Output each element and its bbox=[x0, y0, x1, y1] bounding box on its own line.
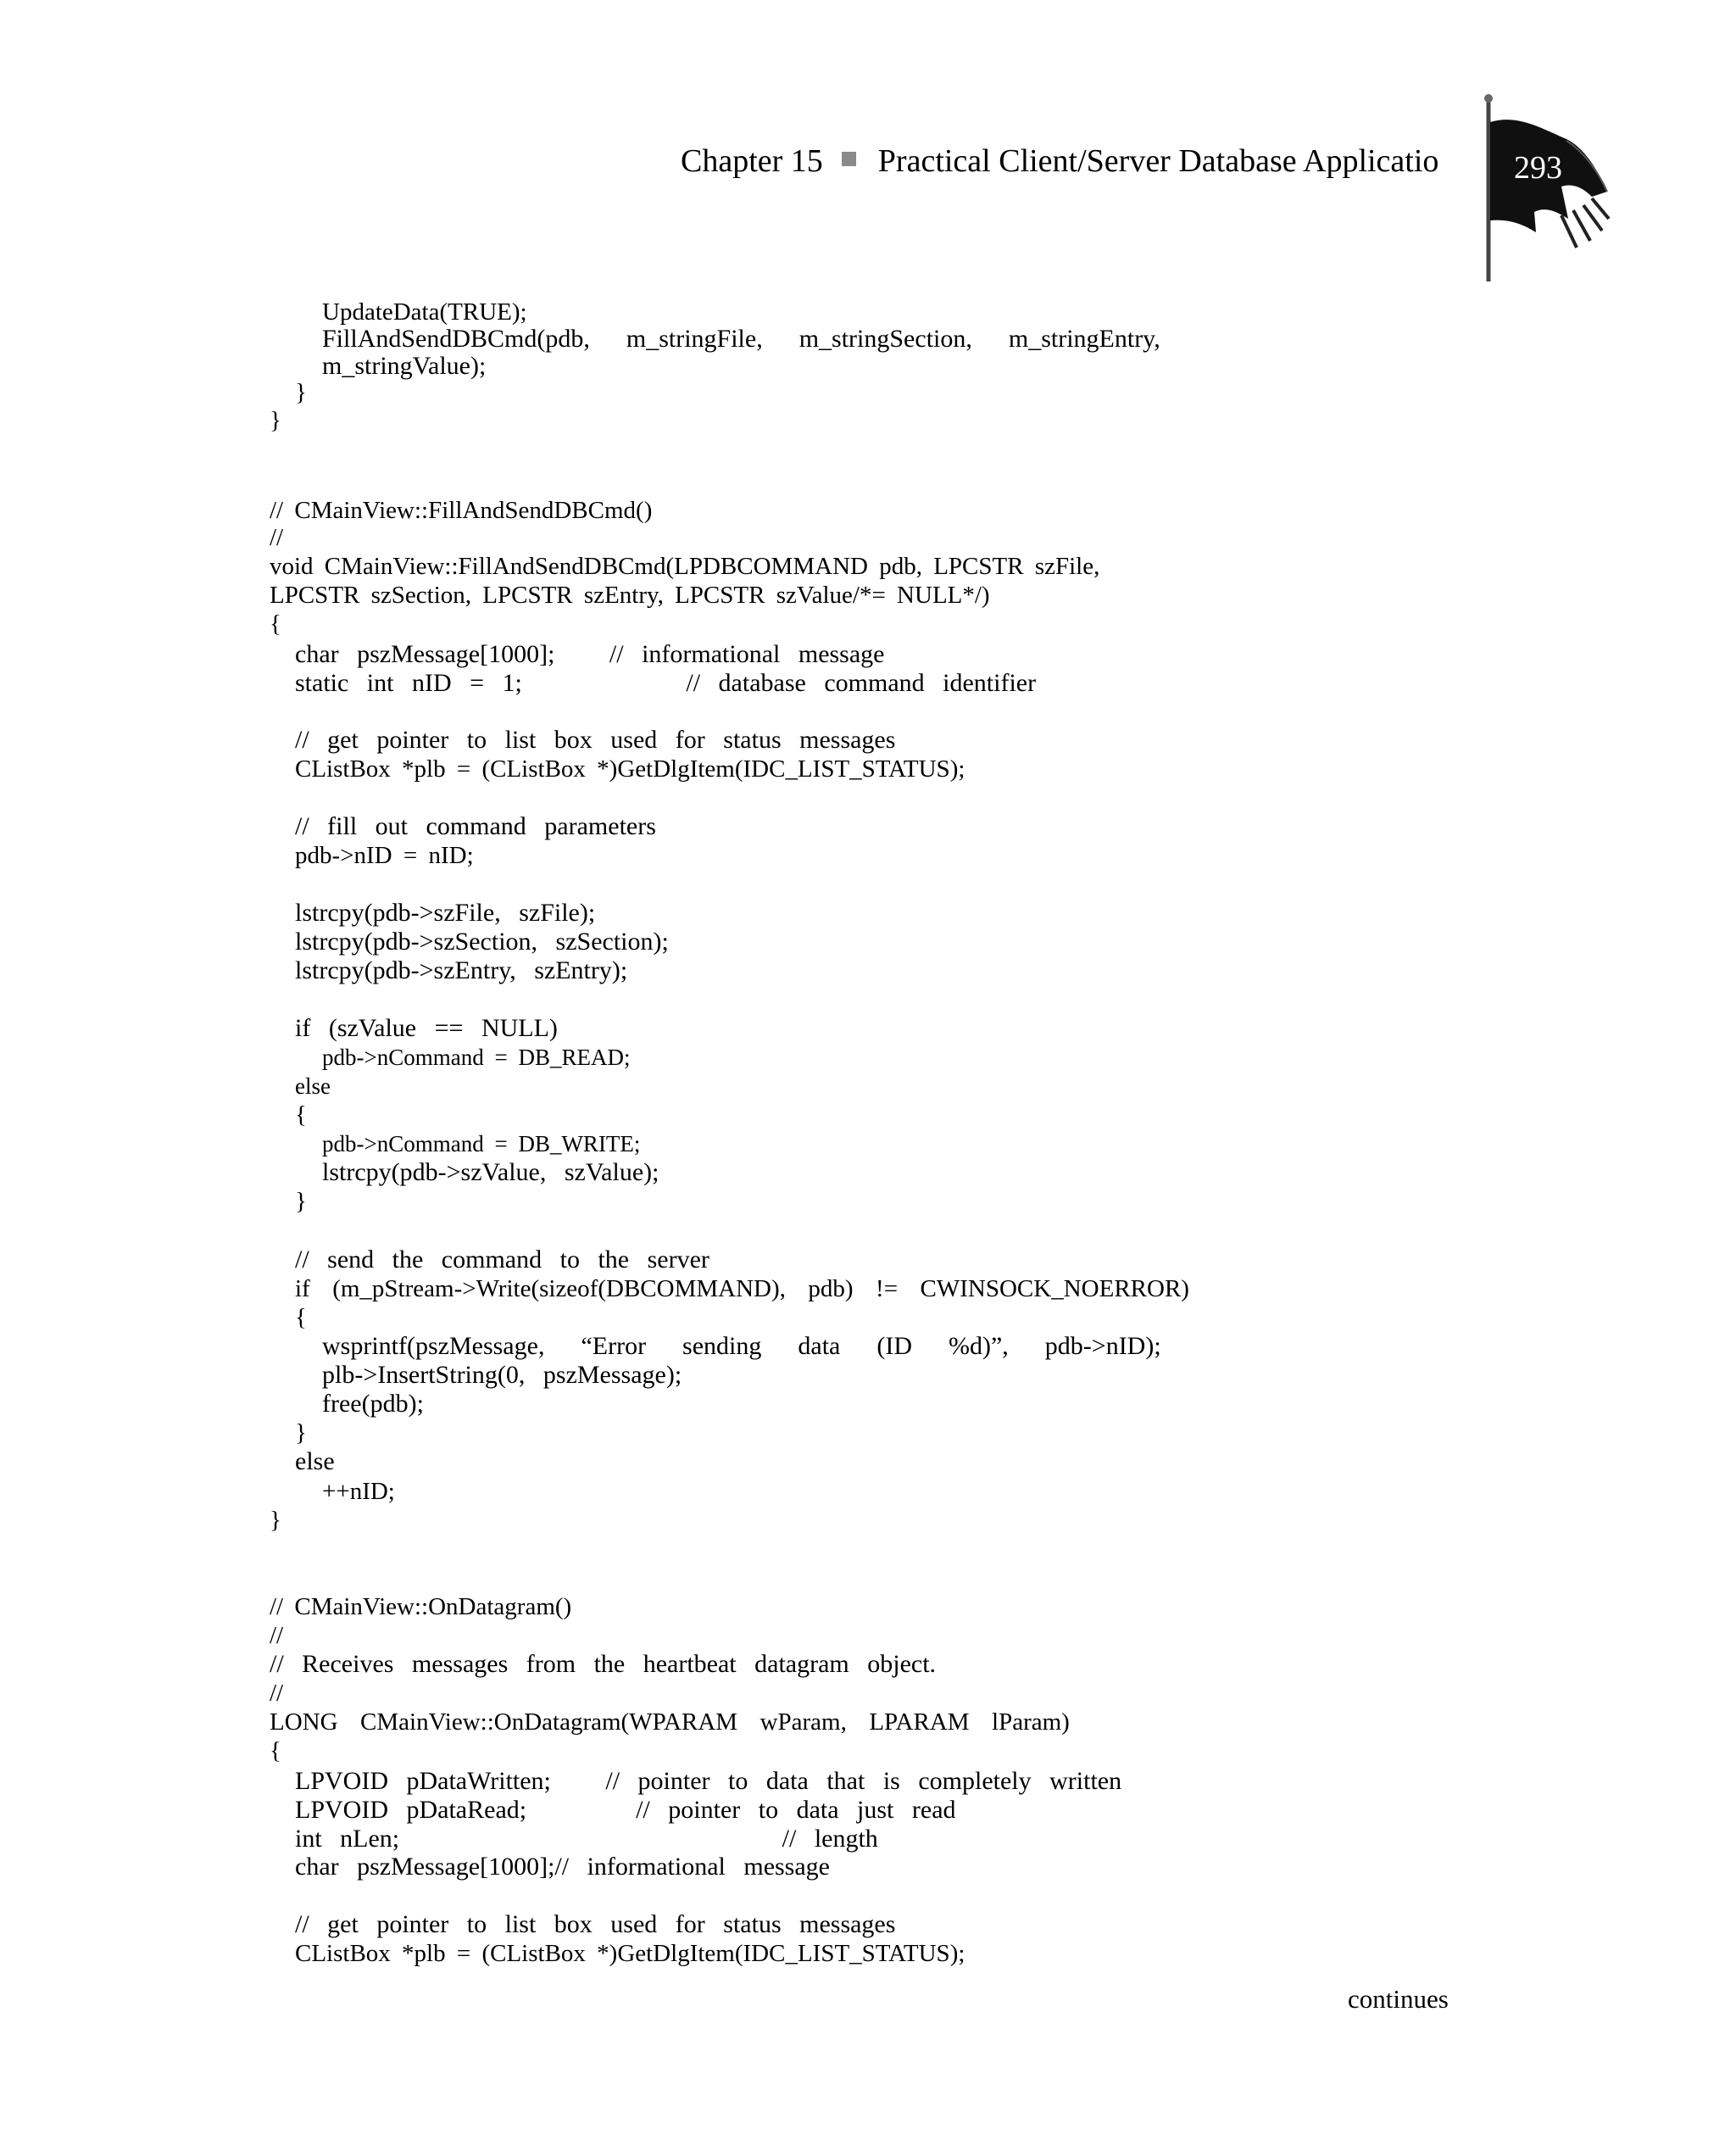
code-line: lstrcpy(pdb->szSection, szSection); bbox=[295, 928, 669, 956]
code-line: CListBox *plb = (CListBox *)GetDlgItem(IDC_LIST_STATUS); bbox=[295, 755, 965, 783]
code-line: } bbox=[295, 1188, 307, 1215]
code-line: else bbox=[295, 1073, 331, 1099]
code-line: } bbox=[295, 1419, 307, 1446]
code-line: { bbox=[270, 1737, 281, 1764]
running-head bbox=[681, 139, 1438, 183]
code-line: ++nID; bbox=[322, 1478, 395, 1505]
code-line: } bbox=[295, 379, 307, 406]
code-line: wsprintf(pszMessage, “Error sending data (ID %d)”, pdb->nID); bbox=[322, 1332, 1161, 1360]
code-line: pdb->nID = nID; bbox=[295, 842, 474, 869]
code-line: int nLen; // length bbox=[295, 1825, 878, 1853]
code-line: // get pointer to list box used for status messages bbox=[295, 1910, 896, 1938]
code-line: // send the command to the server bbox=[295, 1246, 709, 1273]
continues-label: continues bbox=[1348, 1984, 1449, 2014]
code-line: CListBox *plb = (CListBox *)GetDlgItem(IDC_LIST_STATUS); bbox=[295, 1940, 965, 1967]
code-line: LPVOID pDataRead; // pointer to data just read bbox=[295, 1796, 956, 1824]
code-line: // Receives messages from the heartbeat datagram object. bbox=[270, 1650, 937, 1678]
code-line: free(pdb); bbox=[322, 1390, 424, 1418]
code-line: // bbox=[270, 524, 284, 551]
waving-flag-icon bbox=[1466, 92, 1611, 288]
code-line: UpdateData(TRUE); bbox=[322, 298, 527, 326]
code-line: char pszMessage[1000];// informational message bbox=[295, 1853, 830, 1881]
code-line: lstrcpy(pdb->szEntry, szEntry); bbox=[295, 956, 628, 984]
code-line: lstrcpy(pdb->szValue, szValue); bbox=[322, 1158, 659, 1186]
code-line: LPVOID pDataWritten; // pointer to data that is completely written bbox=[295, 1767, 1122, 1795]
code-line: if (szValue == NULL) bbox=[295, 1014, 558, 1042]
code-line: { bbox=[295, 1304, 307, 1331]
code-line: m_stringValue); bbox=[322, 352, 487, 380]
code-line: static int nID = 1; // database command identifier bbox=[295, 669, 1037, 697]
code-line: // bbox=[270, 1680, 284, 1707]
code-line: else bbox=[295, 1447, 335, 1475]
code-line: char pszMessage[1000]; // informational message bbox=[295, 640, 885, 668]
code-line: LPCSTR szSection, LPCSTR szEntry, LPCSTR szValue/*= NULL*/) bbox=[270, 582, 990, 609]
code-line: } bbox=[270, 407, 281, 434]
code-line: // get pointer to list box used for status messages bbox=[295, 726, 896, 754]
code-line: void CMainView::FillAndSendDBCmd(LPDBCOMMAND pdb, LPCSTR szFile, bbox=[270, 553, 1100, 580]
chapter-title: Practical Client/Server Database Applicatio bbox=[877, 143, 1439, 179]
square-bullet-icon bbox=[842, 152, 856, 166]
code-line: LONG CMainView::OnDatagram(WPARAM wParam, LPARAM lParam) bbox=[270, 1708, 1070, 1736]
code-line: // fill out command parameters bbox=[295, 812, 656, 840]
code-line: { bbox=[295, 1101, 307, 1129]
code-line: // bbox=[270, 1622, 284, 1649]
code-line: if (m_pStream->Write(sizeof(DBCOMMAND), pdb) != CWINSOCK_NOERROR) bbox=[295, 1275, 1189, 1302]
code-line: lstrcpy(pdb->szFile, szFile); bbox=[295, 899, 596, 927]
code-line: FillAndSendDBCmd(pdb, m_stringFile, m_stringSection, m_stringEntry, bbox=[322, 325, 1160, 353]
code-line: { bbox=[270, 610, 281, 638]
code-line: // CMainView::OnDatagram() bbox=[270, 1593, 572, 1620]
code-line: pdb->nCommand = DB_READ; bbox=[322, 1045, 631, 1070]
code-line: // CMainView::FillAndSendDBCmd() bbox=[270, 497, 653, 524]
code-line: pdb->nCommand = DB_WRITE; bbox=[322, 1131, 641, 1156]
page-number: 293 bbox=[1514, 150, 1562, 186]
code-line: plb->InsertString(0, pszMessage); bbox=[322, 1361, 682, 1389]
chapter-label: Chapter 15 bbox=[681, 143, 823, 179]
code-line: } bbox=[270, 1507, 281, 1534]
